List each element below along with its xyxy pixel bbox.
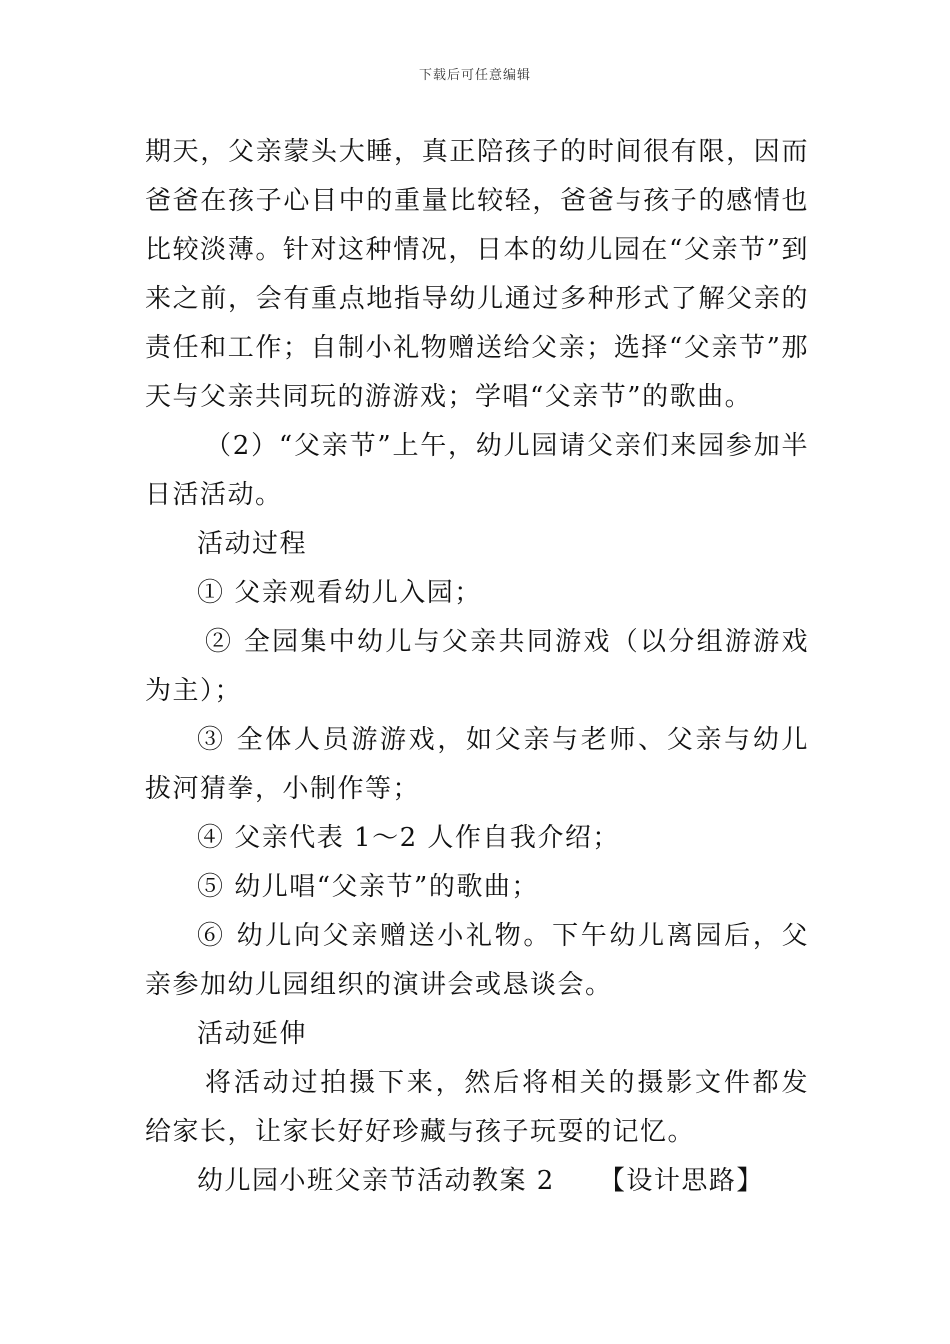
section-heading-extension: 活动延伸 (197, 1019, 308, 1049)
list-item-1: ① 父亲观看幼儿入园； (197, 578, 482, 608)
paragraph-intro: 期天，父亲蒙头大睡，真正陪孩子的时间很有限，因而爸爸在孩子心目中的重量比较轻，爸爸与孩子的感情也比较淡薄。针对这种情况，日本的幼儿园在“父亲节”到来之前，会有重点地指导幼儿通过多种形式了解父亲的责任和工作；自制小礼物赠送给父亲；选择“父亲节”那天与父亲共同玩的游游戏；学唱“父亲节”的歌曲。 (145, 137, 809, 412)
list-item-5: ⑤ 幼儿唱“父亲节”的歌曲； (197, 872, 539, 902)
section-heading-process: 活动过程 (197, 529, 308, 559)
next-lesson-line (145, 1157, 809, 1206)
list-item-3: ③ 全体人员游游戏，如父亲与老师、父亲与幼儿拔河猜拳，小制作等； (145, 725, 809, 804)
document-body (145, 128, 809, 1206)
list-item-6: ⑥ 幼儿向父亲赠送小礼物。下午幼儿离园后，父亲参加幼儿园组织的演讲会或恳谈会。 (145, 921, 809, 1000)
list-item-4: ④ 父亲代表 1～2 人作自我介绍； (197, 823, 620, 853)
paragraph-activity-2: （2）“父亲节”上午，幼儿园请父亲们来园参加半日活活动。 (145, 431, 809, 510)
list-item-2: ② 全园集中幼儿与父亲共同游戏（以分组游游戏为主）； (145, 627, 809, 706)
next-lesson-title: 幼儿园小班父亲节活动教案 2 (197, 1166, 555, 1196)
page-header: 下载后可任意编辑 (418, 68, 531, 83)
design-idea-heading: 【设计思路】 (598, 1166, 764, 1196)
paragraph-extension: 将活动过拍摄下来，然后将相关的摄影文件都发给家长，让家长好好珍藏与孩子玩耍的记忆。 (145, 1068, 809, 1147)
